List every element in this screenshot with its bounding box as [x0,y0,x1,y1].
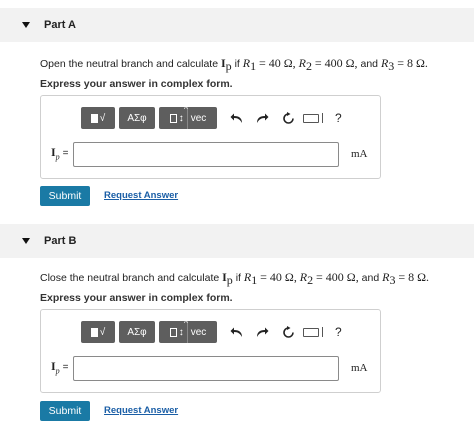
undo-button[interactable] [225,321,247,343]
undo-button[interactable] [225,107,247,129]
greek-symbols-button[interactable]: ΑΣφ [119,321,155,343]
vector-templates-button[interactable]: ^ ↕ vec [159,107,217,129]
instruction-text: Express your answer in complex form. [40,292,233,304]
answer-box [40,95,381,179]
answer-box [40,309,381,393]
caret-up-icon: ^ [184,105,188,114]
part-title: Part A [44,19,76,31]
math-toolbar [81,107,342,129]
part-a-header[interactable] [0,8,474,42]
unit-label: mA [351,148,368,160]
collapse-caret-icon[interactable] [22,22,30,28]
reset-icon [282,112,295,125]
redo-button[interactable] [251,107,273,129]
templates-button[interactable]: √ [81,107,115,129]
math-toolbar [81,321,342,343]
redo-icon [256,113,269,124]
request-answer-link[interactable]: Request Answer [104,190,179,201]
reset-button[interactable] [277,321,299,343]
help-button[interactable]: ? [335,325,342,339]
greek-symbols-button[interactable]: ΑΣφ [119,107,155,129]
undo-icon [230,327,243,338]
keyboard-button[interactable] [303,107,331,129]
answer-input[interactable] [73,142,339,167]
instruction-text: Express your answer in complex form. [40,78,233,90]
undo-icon [230,113,243,124]
help-button[interactable]: ? [335,111,342,125]
answer-input[interactable] [73,356,339,381]
caret-up-icon: ^ [184,319,188,328]
reset-button[interactable] [277,107,299,129]
unit-label: mA [351,362,368,374]
collapse-caret-icon[interactable] [22,238,30,244]
keyboard-button[interactable] [303,321,331,343]
redo-button[interactable] [251,321,273,343]
template-square-icon [91,328,98,337]
answer-label: $I_p$ = [51,359,69,376]
template-square-icon [91,114,98,123]
keyboard-icon [303,114,319,123]
submit-button[interactable]: Submit [40,186,90,206]
question-text: Close the neutral branch and calculate $I_p$ if $R_1 = 40$ Ω, $R_2 = 400$ Ω, and $R_3 = 8$ Ω. [40,270,430,288]
reset-icon [282,326,295,339]
box-icon [170,114,177,123]
redo-icon [256,327,269,338]
vector-templates-button[interactable]: ^ ↕ vec [159,321,217,343]
templates-button[interactable]: √ [81,321,115,343]
request-answer-link[interactable]: Request Answer [104,405,179,416]
part-title: Part B [44,235,77,247]
answer-label: $I_p$ = [51,145,69,162]
question-text: Open the neutral branch and calculate $I_p$ if $R_1 = 40$ Ω, $R_2 = 400$ Ω, and $R_3 = 8$ Ω. [40,56,428,74]
box-icon [170,328,177,337]
part-b-header[interactable] [0,224,474,258]
keyboard-icon [303,328,319,337]
submit-button[interactable]: Submit [40,401,90,421]
